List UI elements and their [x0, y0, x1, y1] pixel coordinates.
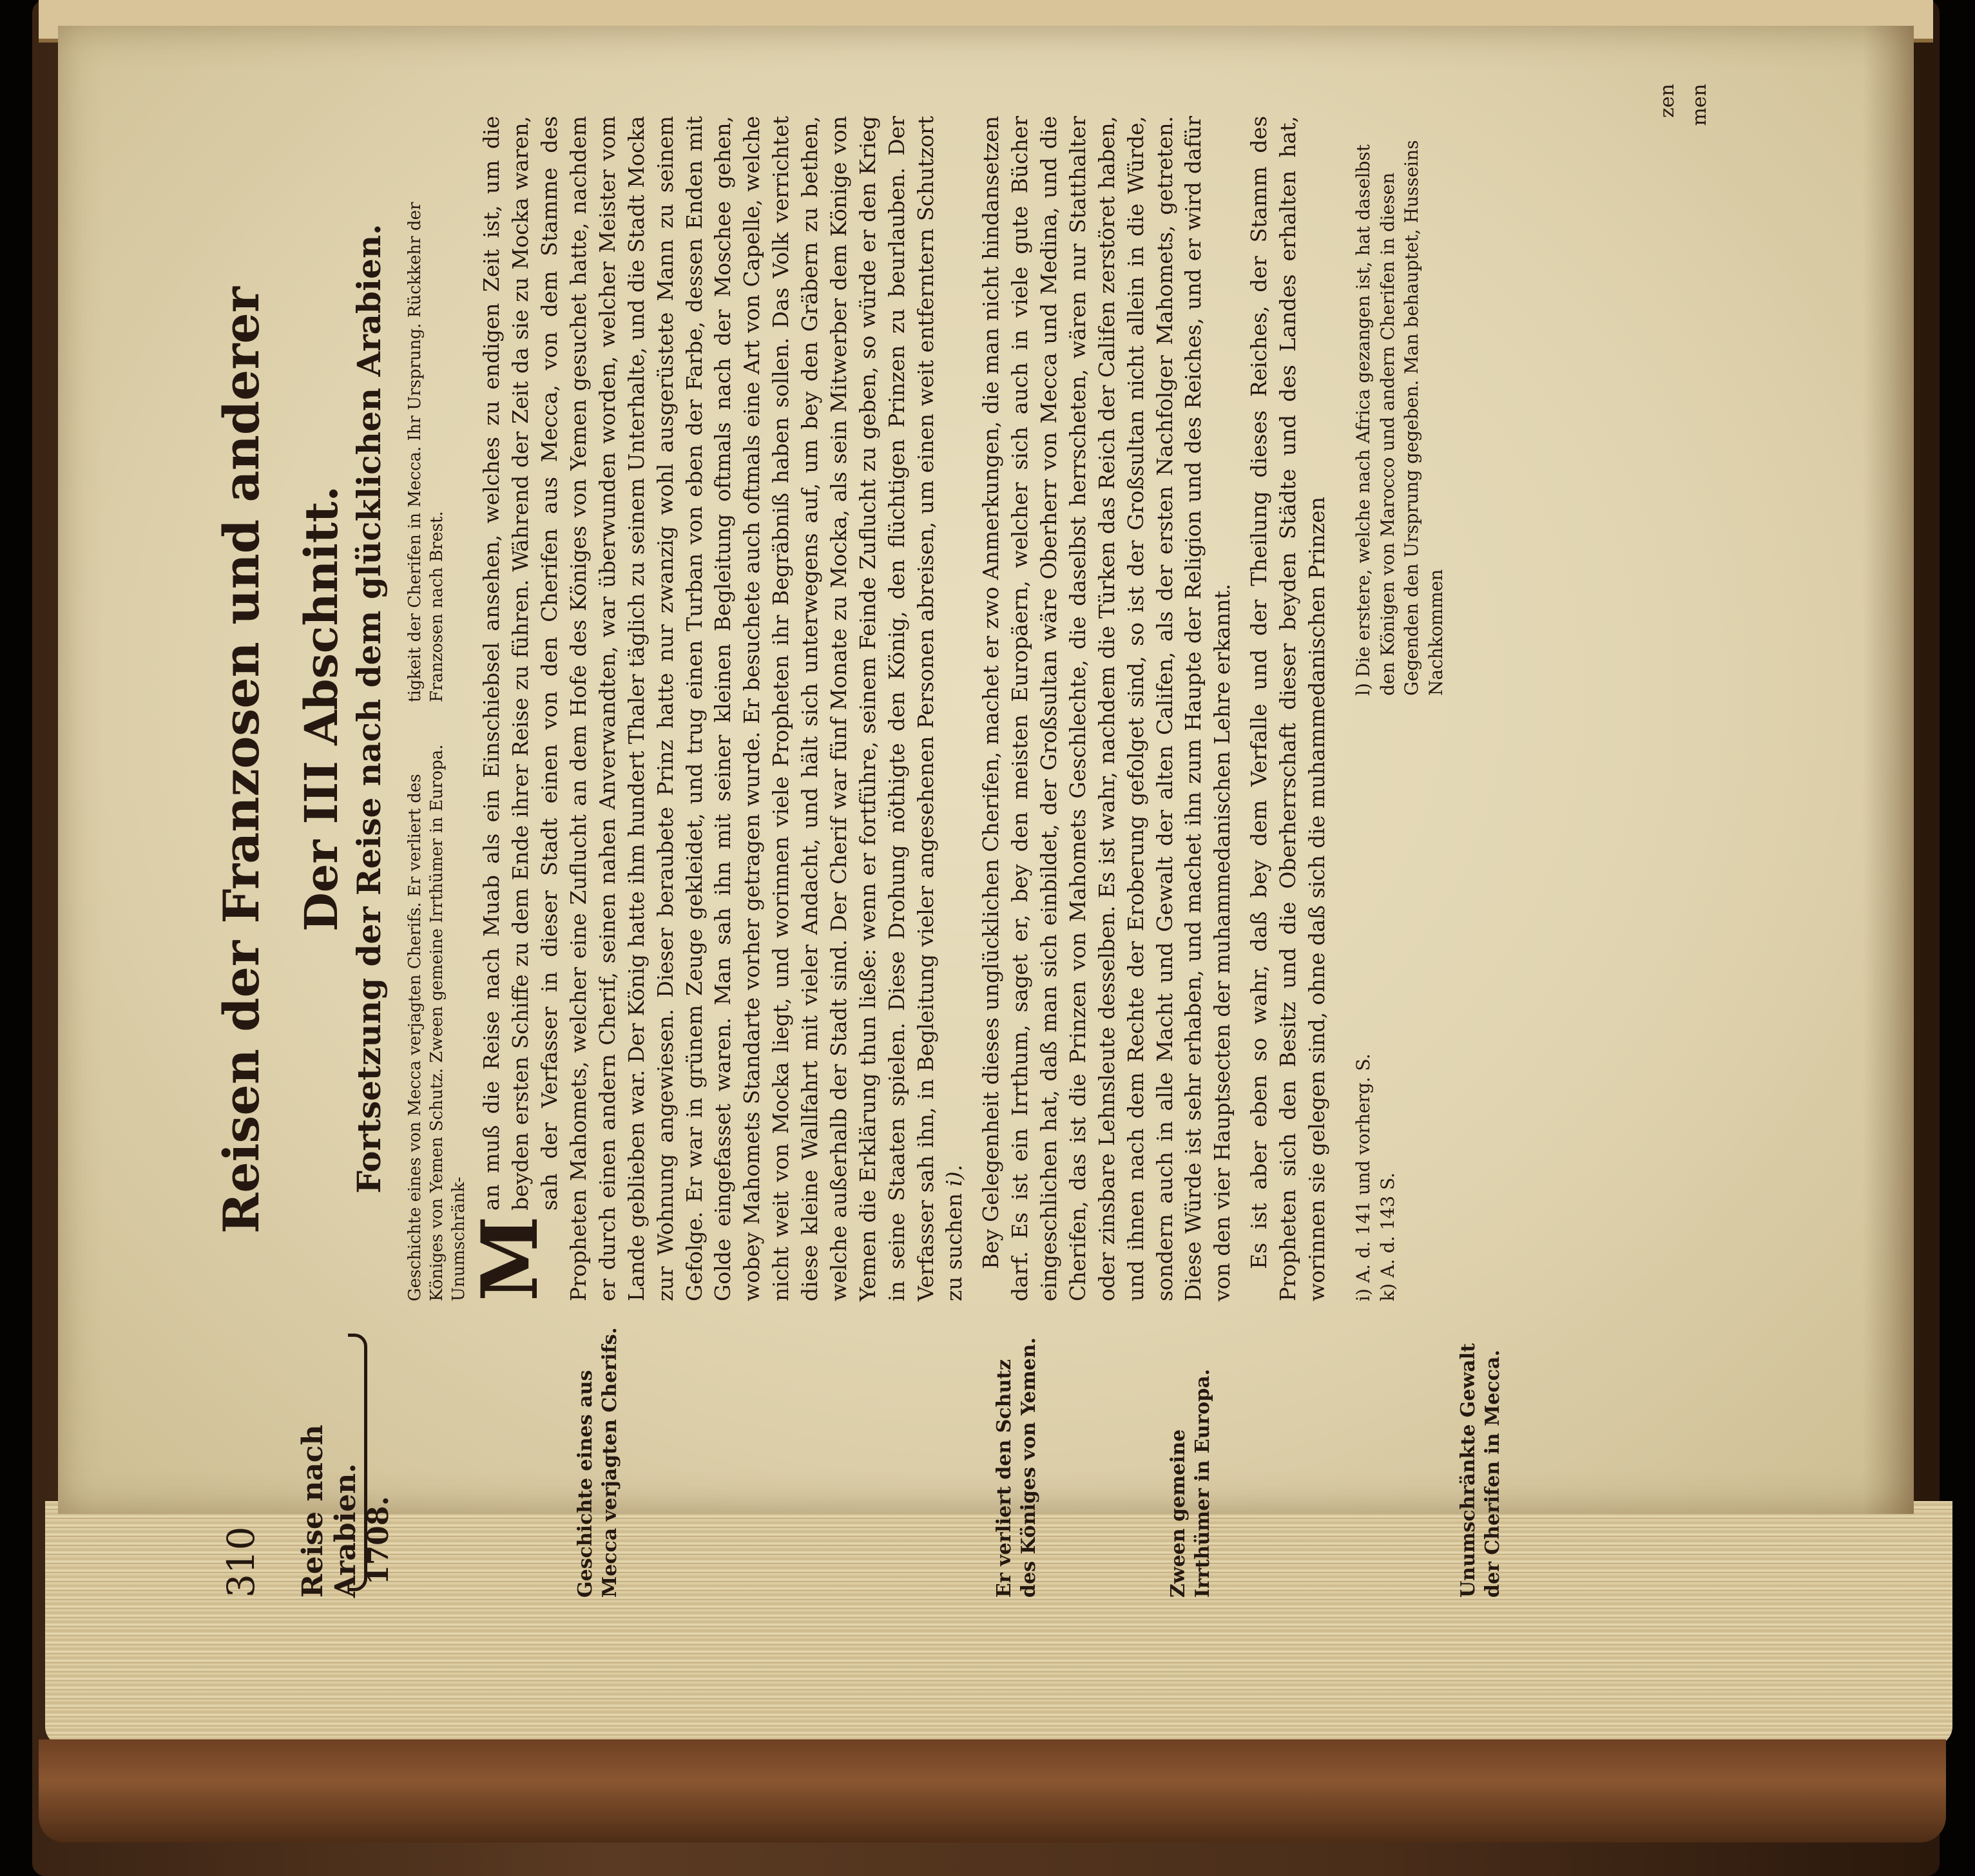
footnotes-right	[1351, 116, 1449, 696]
side-heading-line2: Arabien.	[329, 1463, 362, 1598]
paragraph-1-text: an muß die Reise nach Muab als ein Einschiebsel ansehen, welches zu endigen Zeit ist, um die beyden ersten Schiffe zu dem Ende ihrer Reise zu führen. Während der Zeit da sie zu Mocka waren, sah der Verfasser in dieser Stadt einen von den Cherifen aus Mecca, von dem Stamme des Propheten Mahomets, welcher eine Zuflucht an dem Hofe des Königes von Yemen gesuchet hatte, nachdem er durch einen andern Cherif, seinen nahen Anverwandten, war überwunden worden, welcher Meister vom Lande geblieben war. Der König hatte ihm hundert Thaler täglich zu seinem Unterhalte, und die Stadt Mocka zur Wohnung angewiesen. Dieser beraubete Prinz hatte nur zwanzig wohl ausgerüstete Mann zu seinem Gefolge. Er war in grünem Zeuge gekleidet, und trug einen Turban von eben der Farbe, dessen Enden mit Golde eingefasset waren. Man sah ihn mit seiner kleinen Begleitung oftmals nach der Moschee gehen, wobey Mahomets Standarte vorher getragen wurde. Er besuchete auch oftmals eine Art von Capelle, welche nicht weit von Mocka liegt, und worinnen viele Propheten ihr Begräbniß haben sollen. Das Volk verrichtet diese kleine Wallfahrt mit vieler Andacht, und hält sich unterwegens auf, um bey den Gräbern zu bethen, welche außerhalb der Stadt sind.	[479, 116, 851, 1301]
paragraph-1	[465, 116, 969, 1301]
footnotes	[1351, 116, 1449, 1301]
chapter-summary	[405, 116, 470, 1301]
catchword-footnote: men	[1688, 84, 1711, 126]
paragraph-2-text: Der Cherif war fünf Monate zu Mocka, als sein Mitwerber dem Könige von Yemen die Erklärung thun ließe: wenn er fortführe, seinem Feinde Zuflucht zu geben, so würde er den Krieg in seine Staaten spielen. Diese Drohung nöthigte den König, den flüchtigen Prinzen zu beurlauben. Der Verfasser sah ihn, in Begleitung vieler angesehenen Personen abreisen, um einen weit entferntern Schutzort zu suchen	[825, 116, 967, 1301]
main-text-block	[296, 116, 1449, 1301]
page-number: 310	[219, 1526, 263, 1598]
margin-note-3: Zween gemeine Irrthümer in Europa.	[1167, 1368, 1214, 1598]
footnote-l: l) Die erstere, welche nach Africa gezangen ist, hat daselbst den Königen von Marocco und andern Cherifen in diesen Gegenden den Ursprung gegeben. Man behauptet, Husseins Nachkommen	[1352, 140, 1447, 696]
drop-cap: M	[465, 1216, 556, 1301]
paragraph-4: Es ist aber eben so wahr, daß bey dem Verfalle und der Theilung dieses Reiches, der Stamm des Propheten sich den Besitz und die Oberherrschaft dieser beyden Städte und des Landes erhalten hat, worinnen sie gelegen sind, ohne daß sich die muhammedanischen Prinzen	[1246, 116, 1329, 1301]
footnotes-left	[1351, 722, 1449, 1301]
catchword: zen	[1656, 84, 1679, 118]
paragraph-3: Bey Gelegenheit dieses unglücklichen Cherifen, machet er zwo Anmerkungen, die man nicht hindansetzen darf. Es ist ein Irrthum, saget er, bey den meisten Europäern, welcher sich auch in viele gute Bücher eingeschlichen hat, daß man sich einbildet, der Großsultan wäre Oberherr von Mecca und Medina, und die Cherifen, das ist die Prinzen von Mahomets Geschlechte, die daselbst herrscheten, wären nur Statthalter oder zinsbare Lehnsleute desselben. Es ist wahr, nachdem die Türken das Reich der Califen zerstöret haben, und ihnen nach dem Rechte der Eroberung gefolget sind, so ist der Großsultan nicht allein in die Würde, sondern auch in alle Macht und Gewalt der alten Califen, als der ersten Nachfolger Mahomets, getreten. Diese Würde ist sehr erhaben, und machet ihn zum Haupte der Religion und des Reiches, und er wird dafür von den vier Hauptsecten der muhammedanischen Lehre erkannt.	[978, 116, 1235, 1301]
brace-ornament	[348, 1334, 367, 1591]
margin-note-4: Unumschränkte Gewalt der Cherifen in Mecca.	[1457, 1343, 1504, 1598]
page-header	[213, 84, 290, 1598]
rotated-page-text	[213, 84, 1714, 1598]
footnote-i: i) A. d. 141 und vorherg. S.	[1352, 1053, 1374, 1301]
section-subtitle: Fortsetzung der Reise nach dem glücklichen Arabien.	[350, 224, 388, 1194]
running-head: Reisen der Franzosen und anderer	[213, 287, 270, 1234]
side-heading-year: 1708.	[362, 1496, 395, 1585]
margin-note-2: Er verliert den Schutz des Königes von Yemen.	[993, 1337, 1040, 1598]
footnote-k: k) A. d. 143 S.	[1376, 1172, 1398, 1301]
section-title: Der III Abschnitt.	[294, 486, 348, 932]
footnote-marker-i: i).	[941, 1164, 967, 1187]
margin-note-1: Geschichte eines aus Mecca verjagten Cherifs.	[574, 1327, 621, 1598]
side-heading-line1: Reise nach	[296, 1424, 329, 1598]
side-heading	[296, 1321, 395, 1598]
page-gutter-shadow	[1862, 26, 1914, 1514]
summary-left: Geschichte eines von Mecca verjagten Cherifs. Er verliert des Königes von Yemen Schutz. Zween gemeine Irrthümer in Europa. Unumschränk-	[405, 744, 468, 1301]
summary-right: tigkeit der Cherifen in Mecca. Ihr Ursprung. Rückkehr der Franzosen nach Brest.	[405, 202, 447, 702]
leather-binding	[39, 1739, 1946, 1843]
